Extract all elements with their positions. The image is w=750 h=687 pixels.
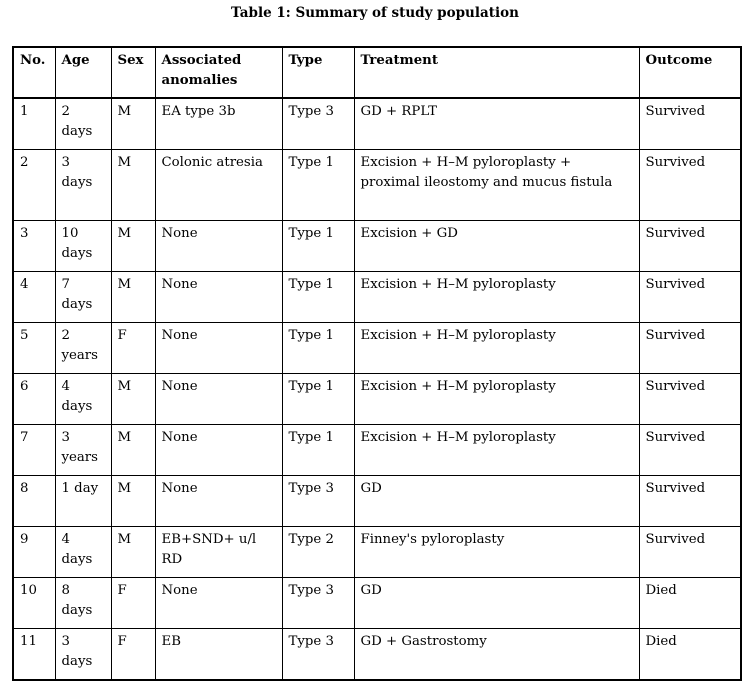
table-row — [13, 323, 741, 374]
cell-no: 6 — [13, 374, 55, 425]
cell-no: 4 — [13, 272, 55, 323]
cell-age: 1 day — [55, 476, 111, 527]
cell-treatment: GD — [354, 476, 639, 527]
cell-type: Type 3 — [282, 629, 354, 681]
cell-associated-anomalies: EB+SND+ u/l RD — [155, 527, 282, 578]
cell-associated-anomalies: None — [155, 578, 282, 629]
cell-type: Type 1 — [282, 425, 354, 476]
cell-associated-anomalies: None — [155, 272, 282, 323]
cell-treatment: Excision + GD — [354, 221, 639, 272]
table-row — [13, 221, 741, 272]
table-header-row — [13, 47, 741, 98]
header-associated-anomalies: Associated anomalies — [155, 47, 282, 98]
cell-no: 10 — [13, 578, 55, 629]
table-caption: Table 1: Summary of study population — [231, 5, 519, 21]
cell-treatment: Excision + H–M pyloroplasty + proximal ileostomy and mucus fistula — [354, 150, 639, 221]
cell-age: 8 days — [55, 578, 111, 629]
cell-sex: F — [111, 629, 155, 681]
cell-no: 11 — [13, 629, 55, 681]
cell-outcome: Survived — [639, 476, 741, 527]
cell-age: 3 days — [55, 150, 111, 221]
cell-no: 8 — [13, 476, 55, 527]
cell-sex: F — [111, 323, 155, 374]
cell-age: 10 days — [55, 221, 111, 272]
cell-treatment: Excision + H–M pyloroplasty — [354, 272, 639, 323]
cell-no: 3 — [13, 221, 55, 272]
cell-type: Type 1 — [282, 150, 354, 221]
table-row — [13, 629, 741, 681]
header-age: Age — [55, 47, 111, 98]
cell-sex: F — [111, 578, 155, 629]
cell-sex: M — [111, 221, 155, 272]
cell-associated-anomalies: None — [155, 323, 282, 374]
cell-type: Type 1 — [282, 272, 354, 323]
cell-treatment: GD + Gastrostomy — [354, 629, 639, 681]
cell-treatment: Excision + H–M pyloroplasty — [354, 323, 639, 374]
cell-associated-anomalies: None — [155, 221, 282, 272]
cell-no: 9 — [13, 527, 55, 578]
table-row — [13, 425, 741, 476]
cell-treatment: Excision + H–M pyloroplasty — [354, 425, 639, 476]
table-row — [13, 272, 741, 323]
cell-outcome: Survived — [639, 98, 741, 150]
table-row — [13, 527, 741, 578]
cell-age: 3 days — [55, 629, 111, 681]
table-row — [13, 476, 741, 527]
cell-outcome: Survived — [639, 272, 741, 323]
table-row — [13, 374, 741, 425]
cell-age: 7 days — [55, 272, 111, 323]
cell-no: 1 — [13, 98, 55, 150]
cell-sex: M — [111, 374, 155, 425]
cell-outcome: Survived — [639, 374, 741, 425]
cell-associated-anomalies: None — [155, 425, 282, 476]
table-body — [13, 98, 741, 680]
cell-age: 4 days — [55, 527, 111, 578]
cell-outcome: Died — [639, 629, 741, 681]
header-type: Type — [282, 47, 354, 98]
cell-associated-anomalies: None — [155, 476, 282, 527]
cell-treatment: GD — [354, 578, 639, 629]
cell-age: 4 days — [55, 374, 111, 425]
cell-sex: M — [111, 425, 155, 476]
cell-associated-anomalies: EA type 3b — [155, 98, 282, 150]
cell-sex: M — [111, 272, 155, 323]
cell-outcome: Died — [639, 578, 741, 629]
cell-outcome: Survived — [639, 527, 741, 578]
cell-no: 5 — [13, 323, 55, 374]
cell-sex: M — [111, 98, 155, 150]
cell-associated-anomalies: Colonic atresia — [155, 150, 282, 221]
cell-treatment: Finney's pyloroplasty — [354, 527, 639, 578]
cell-outcome: Survived — [639, 150, 741, 221]
cell-type: Type 3 — [282, 476, 354, 527]
cell-type: Type 1 — [282, 221, 354, 272]
header-outcome: Outcome — [639, 47, 741, 98]
cell-treatment: Excision + H–M pyloroplasty — [354, 374, 639, 425]
cell-type: Type 1 — [282, 323, 354, 374]
study-population-table — [12, 46, 742, 681]
cell-no: 7 — [13, 425, 55, 476]
cell-sex: M — [111, 150, 155, 221]
cell-age: 2 days — [55, 98, 111, 150]
table-row — [13, 150, 741, 221]
cell-treatment: GD + RPLT — [354, 98, 639, 150]
table-row — [13, 98, 741, 150]
table-row — [13, 578, 741, 629]
cell-outcome: Survived — [639, 221, 741, 272]
header-sex: Sex — [111, 47, 155, 98]
cell-type: Type 3 — [282, 578, 354, 629]
cell-type: Type 3 — [282, 98, 354, 150]
cell-type: Type 1 — [282, 374, 354, 425]
header-no: No. — [13, 47, 55, 98]
cell-type: Type 2 — [282, 527, 354, 578]
cell-age: 2 years — [55, 323, 111, 374]
header-treatment: Treatment — [354, 47, 639, 98]
cell-outcome: Survived — [639, 425, 741, 476]
cell-sex: M — [111, 476, 155, 527]
cell-no: 2 — [13, 150, 55, 221]
cell-associated-anomalies: None — [155, 374, 282, 425]
cell-sex: M — [111, 527, 155, 578]
cell-outcome: Survived — [639, 323, 741, 374]
cell-associated-anomalies: EB — [155, 629, 282, 681]
cell-age: 3 years — [55, 425, 111, 476]
